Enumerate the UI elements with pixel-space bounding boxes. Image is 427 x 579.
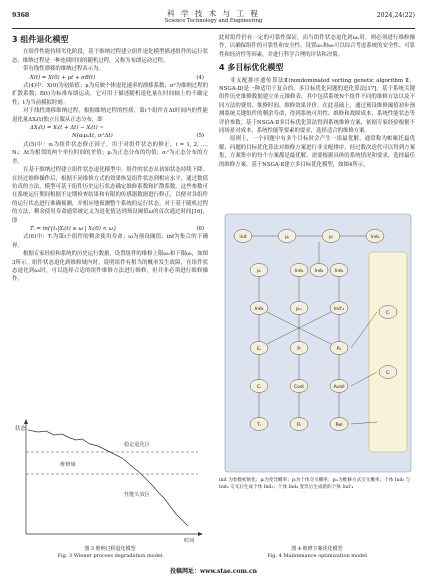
paragraph: 式(5)中：αᵢ为组件状态修正因子，用于对组件状态的修正，i = 1, 2, …, Nᵢ；Δt为相邻的两个单位时间的差值；μᵢ为正态分布的均值；σᵢ²为正态分布的方差。 [12, 141, 208, 165]
paragraph: 带有线性漂移的维纳过程表示为。 [23, 66, 104, 73]
footer-url: 投稿网址：www.stae.com.cn [169, 568, 258, 575]
section-title-3: 3 组件退化模型 [12, 35, 69, 44]
diagram-node-label: μᵢ [285, 234, 289, 240]
diagram-node-label: pₘ [296, 306, 302, 312]
paragraph: 在组件性能持续劣化阶段，基于维纳过程建立组件退化模型描述组件的运行状态。维纳过程是一种连续时间的随机过程，又称为布朗运动过程。 [12, 49, 208, 64]
equation-6 [12, 225, 208, 233]
equation-number: (6) [196, 225, 204, 232]
equation-body: ΔXᵢ(t) = Xᵢ(t + Δt) − Xᵢ(t) ~ [30, 125, 104, 132]
diagram-node-label: pᵢ [329, 234, 333, 240]
diagram-node-label: Tᵢ [257, 422, 261, 428]
diagram-node-label: Cᵢ [256, 384, 262, 390]
zone-label-fail: 性能失效区 [124, 492, 150, 498]
equation-number: (4) [196, 74, 204, 81]
paragraph: 原则上，一个问题中有多个目标时会产生一组最优解，通常称为帕累托最优解，问题的目标优化算法对维修方案进行非支配排序，经过数次迭代可以得到方案集，方案集中的每个方案都是最优解，需要根据具体的系统情况和要求，选择最佳的维修方案。基于NSGA-Ⅱ建立多目标优化模型，如图4所示。 [219, 136, 415, 168]
diagram-node-label: Ind₃ [294, 268, 304, 274]
caption-en: Fig. 4 Maintenance optimization model [267, 553, 367, 559]
paragraph: 式(6)中：Tᵢ为第i个组件的剩余使用寿命；ω为预设阈值；inf为集合的下确界。 [12, 234, 208, 249]
nsga-flow-diagram [219, 212, 415, 474]
diagram-node-label: Cᵢ [385, 370, 391, 376]
paragraph: 在基于维纳过程建立组件状态退化模型中，组件的状态从初始状态持续下降，在经过维修操作后，根据不同维修方式的效果恢复组件状态到相应水平，通过数值仿真的方法，模型可基于组件历史运行状态确定维修系数和扩散系数。这些参数可在系统运行期间根据不定期检查结果和有限的传感器数据进行修正，以便对各组件的运行状态进行准确预测，并相应地预测整个系统的运行状态。对于基于随机过程的方法，剩余使用寿命通常被定义为退化值达到预设阈值ω的首次通过时间[16]，即 [12, 167, 208, 224]
paragraph: 对于线性漂移维纳过程，根据维纳过程的性质，第i个组件在Δt时间内的性能退化量ΔXᵢ(t)独立且服从正态分布，即 [12, 108, 208, 123]
diagram-node-label: Rel [335, 422, 343, 428]
diagram-node-label: Ind₄ [334, 268, 344, 274]
diagram-node-label: pᵢ [257, 268, 261, 274]
equation-body: Tᵢ = inf{t₁|Xᵢ(t) ≥ ω | Xᵢ(0) < ω} [30, 225, 117, 232]
wiener-degradation-plot [12, 416, 208, 544]
diagram-node-label: Cᵢ [385, 310, 391, 316]
equation-body: X(t) = X(0) + μt + σB(t) [30, 74, 96, 81]
paragraph: 此时组件仍有一定的可靠性保证。而当组件状态退化到ωᵤ时，则必须进行维修操作，以确保组件的可靠性和安全性。设置ωᵤ和ωₗ可以综合考虑系统的安全性、可靠性和经济性等因素，并进行科学合理的评估和决策。 [219, 35, 415, 58]
figure-4-note: init 为参数初始化；μᵢ为变异概率；pᵢ为个体交叉概率；pₘ为维修方式交叉概率；个体 Ind₁ 与 Ind₂ 交叉后生成个体 Ind₃；个体 Ind₄ 变异后生成新的个体 Ind'₄ [219, 478, 411, 490]
right-column [219, 34, 415, 169]
issue-info: 2024,24(22) [376, 12, 415, 19]
diagram-node-label: Pₐ [336, 346, 342, 352]
caption-cn: 图 3 维纳过程退化模型 [84, 546, 136, 552]
equation-number: (5) [196, 133, 204, 140]
figure-4-caption [219, 546, 415, 560]
paragraph: 非支配排序遗传算法Ⅱ(nondominated sorting genetic algorithm Ⅱ，NSGA-Ⅱ)是一种适用于复杂的、多目标优化问题的进化算法[17]。基于系统关键组件历史维修数据建立单元维修表，其中包括系统N个组件不同的维修方法以及不同方法的费用、维修时间、维修效果评价。在此基础上，通过预设维修阈值初步预测系统关键组件的剩余寿命，得到系统可用性、维修和故障成本、系统性能状态等评价参数。基于NSGA-Ⅱ多目标优化算法得到系统维修方案，依据专家经验根据不同场景对成本、系统性能等要素的要求，选择适合的维修方案。 [219, 77, 415, 135]
diagram-node-label: init [239, 234, 247, 240]
degradation-curve [28, 430, 188, 526]
diagram-node-label: Ind₂ [314, 268, 324, 274]
equation-5b [12, 132, 208, 140]
equation-4 [12, 74, 208, 82]
diagram-node-label: Eᵢ [257, 346, 261, 352]
figure-4 [219, 212, 415, 474]
paragraph: 根据专家经验和系统的历史运行数据，设置组件的维修上限ωᵤ和下限ωₗ，如图3所示。组件状态退化到维修域内时，说明组件有相当的概率发生故障，在组件状态退化到ωₗ时，可以选择合适的组件维修方法进行维修，但并非必须进行维修操作， [12, 251, 208, 283]
x-axis-label: 时间 [184, 538, 195, 544]
journal-title-cn: 科 学 技 术 与 工 程 [167, 9, 260, 18]
paragraph: 式(4)中：X(0)为初始值；μ为反映个体退化速率的漂移系数；σ²为维纳过程的扩散系数；B(t)为标准布朗运动，它可用于描述随机退化量在时间轴上的不确定性；t为当前模拟时刻。 [12, 83, 208, 106]
caption-en: Fig. 3 Wiener process degradation model [57, 553, 163, 559]
equation-body: N(αᵢμᵢΔt, σᵢ²Δt) [72, 133, 113, 140]
y-axis-arrow [24, 419, 28, 424]
zone-label-stable: 稳定退化区 [124, 442, 150, 448]
figure-3 [12, 416, 208, 561]
diagram-node-label: Ind₁ [370, 234, 380, 240]
x-axis-arrow [198, 532, 203, 536]
equation-5a [12, 124, 208, 132]
zone-label-maintain: 维修域 [60, 462, 76, 468]
journal-title-en: Science Technology and Engineering [164, 18, 263, 24]
diagram-node-label: Pᵢ [297, 346, 301, 352]
section-title-4: 4 多目标优化模型 [219, 63, 284, 73]
figure-3-caption [12, 546, 208, 560]
page-number: 9368 [12, 12, 30, 19]
diagram-node-label: Cost [293, 384, 305, 390]
diagram-node-label: Avail [333, 384, 345, 390]
diagram-node-label: Ind₃ [254, 306, 264, 312]
left-column [12, 34, 208, 284]
running-header [12, 6, 415, 29]
caption-cn: 图 4 维修方案优化模型 [291, 546, 343, 552]
y-axis-label: 状态 [15, 426, 27, 432]
diagram-node-label: Ind'₄ [333, 306, 345, 312]
diagram-node-label: Rᵢ [296, 422, 302, 428]
